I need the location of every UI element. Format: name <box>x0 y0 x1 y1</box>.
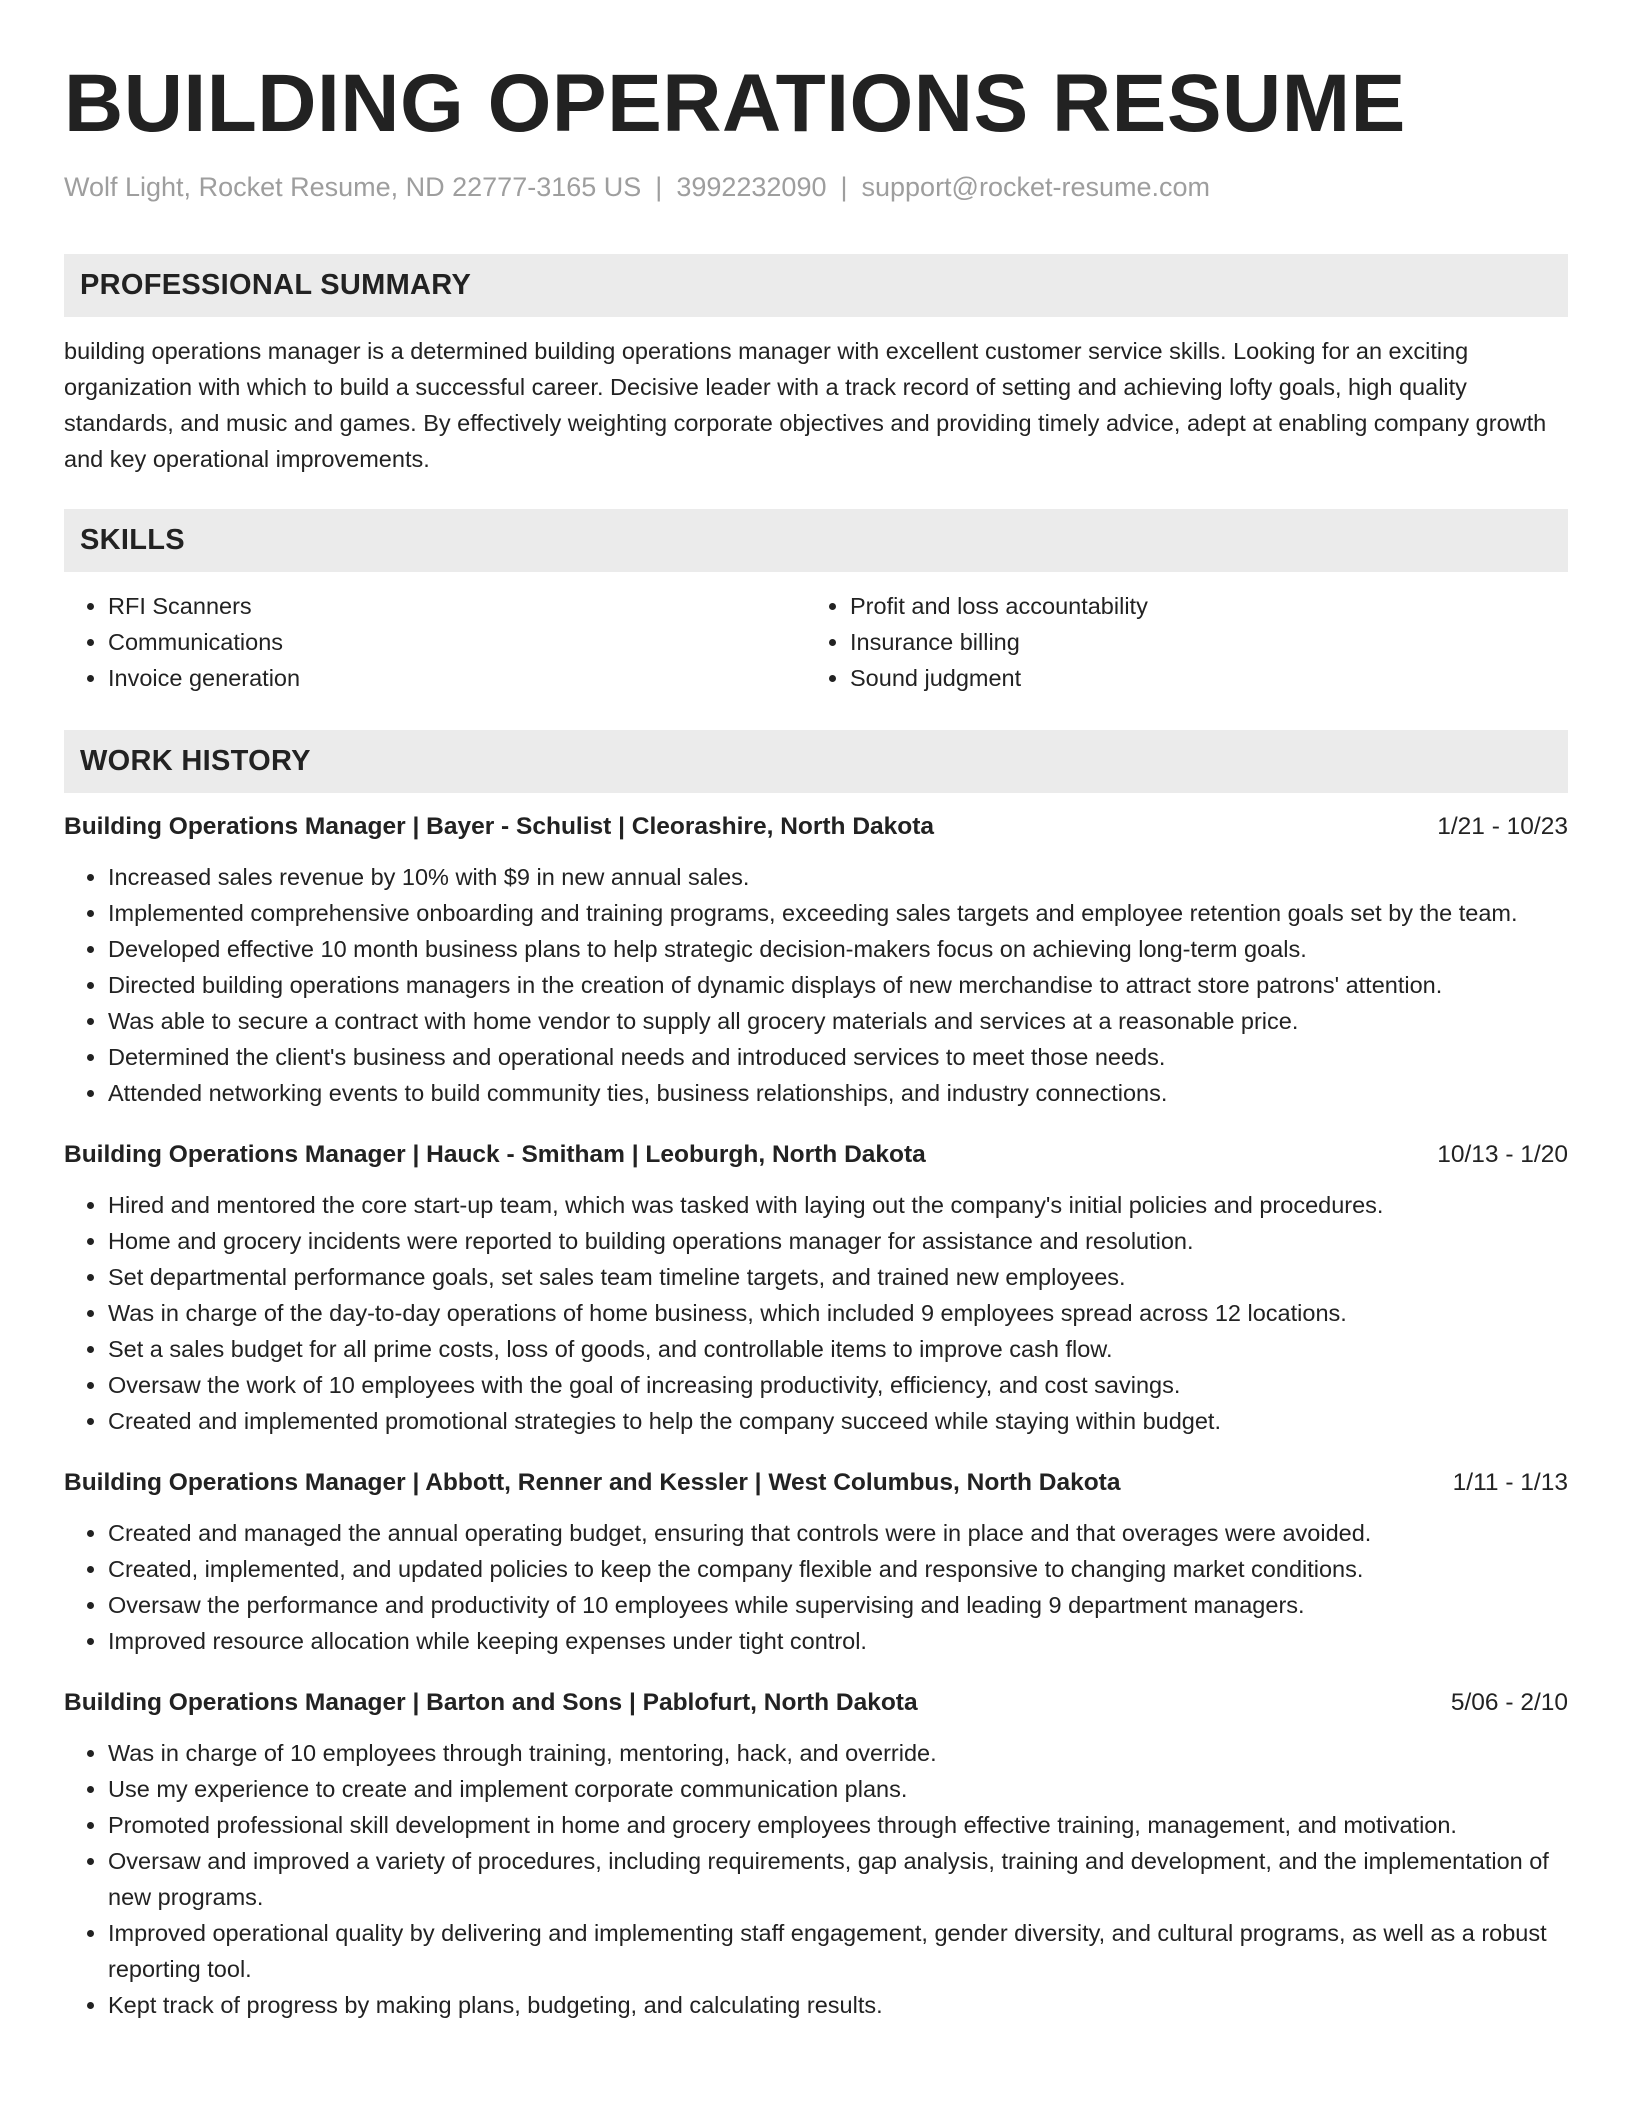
skills-column-left <box>64 588 806 696</box>
job-bullet: • Improved resource allocation while keeping expenses under tight control. <box>108 1623 1568 1659</box>
section-header-skills: SKILLS <box>64 509 1568 572</box>
resume-page <box>64 0 1568 2023</box>
job-bullet: • Oversaw and improved a variety of procedures, including requirements, gap analysis, training and development, and the implementation of new programs. <box>108 1843 1568 1915</box>
skill-item: • Invoice generation <box>108 660 806 696</box>
job-bullet: • Created and implemented promotional strategies to help the company succeed while staying within budget. <box>108 1403 1568 1439</box>
contact-phone: 3992232090 <box>676 172 827 202</box>
job-bullet: • Determined the client's business and operational needs and introduced services to meet those needs. <box>108 1039 1568 1075</box>
skill-item: • Communications <box>108 624 806 660</box>
job-bullet: • Was in charge of 10 employees through training, mentoring, hack, and override. <box>108 1735 1568 1771</box>
job-bullet: • Kept track of progress by making plans, budgeting, and calculating results. <box>108 1987 1568 2023</box>
contact-separator: | <box>655 172 663 202</box>
job-title: Building Operations Manager | Abbott, Renner and Kessler | West Columbus, North Dakota <box>64 1469 1121 1496</box>
job-bullet: • Promoted professional skill development in home and grocery employees through effective training, management, and motivation. <box>108 1807 1568 1843</box>
job-bullet: • Directed building operations managers in the creation of dynamic displays of new merchandise to attract store patrons' attention. <box>108 967 1568 1003</box>
job-bullets <box>64 1187 1568 1439</box>
job-title: Building Operations Manager | Bayer - Schulist | Cleorashire, North Dakota <box>64 813 935 840</box>
job-dates: 10/13 - 1/20 <box>1437 1141 1568 1168</box>
skill-item: • RFI Scanners <box>108 588 806 624</box>
job-bullet: • Was in charge of the day-to-day operations of home business, which included 9 employees spread across 12 locations. <box>108 1295 1568 1331</box>
skill-item: • Profit and loss accountability <box>850 588 1548 624</box>
contact-separator: | <box>840 172 848 202</box>
job-bullet: • Attended networking events to build community ties, business relationships, and industry connections. <box>108 1075 1568 1111</box>
skills-column-right <box>806 588 1548 696</box>
job-entry <box>64 1465 1568 1659</box>
job-header <box>64 1465 1568 1501</box>
job-bullet: • Created and managed the annual operating budget, ensuring that controls were in place and that overages were avoided. <box>108 1515 1568 1551</box>
job-dates: 5/06 - 2/10 <box>1450 1689 1568 1716</box>
job-dates: 1/11 - 1/13 <box>1452 1469 1568 1496</box>
job-entry <box>64 809 1568 1111</box>
job-bullet: • Hired and mentored the core start-up team, which was tasked with laying out the company's initial policies and procedures. <box>108 1187 1568 1223</box>
job-bullet: • Oversaw the work of 10 employees with the goal of increasing productivity, efficiency, and cost savings. <box>108 1367 1568 1403</box>
job-entry <box>64 1137 1568 1439</box>
job-bullets <box>64 1515 1568 1659</box>
job-bullet: • Developed effective 10 month business plans to help strategic decision-makers focus on achieving long-term goals. <box>108 931 1568 967</box>
job-header <box>64 1137 1568 1173</box>
job-bullet: • Improved operational quality by delivering and implementing staff engagement, gender diversity, and cultural programs, as well as a robust reporting tool. <box>108 1915 1568 1987</box>
skill-item: • Sound judgment <box>850 660 1548 696</box>
job-bullet: • Oversaw the performance and productivity of 10 employees while supervising and leading 9 department managers. <box>108 1587 1568 1623</box>
section-header-work-history: WORK HISTORY <box>64 730 1568 793</box>
section-header-summary: PROFESSIONAL SUMMARY <box>64 254 1568 317</box>
contact-address: Wolf Light, Rocket Resume, ND 22777-3165 US <box>64 172 642 202</box>
job-bullet: • Implemented comprehensive onboarding and training programs, exceeding sales targets and employee retention goals set by the team. <box>108 895 1568 931</box>
job-bullet: • Created, implemented, and updated policies to keep the company flexible and responsive to changing market conditions. <box>108 1551 1568 1587</box>
contact-line <box>64 170 1568 204</box>
summary-text: building operations manager is a determined building operations manager with excellent customer service skills. Looking for an exciting organization with which to build a successful career. Decisive leader with a track record of setting and achieving lofty goals, high quality standards, and music and games. By effectively weighting corporate objectives and providing timely advice, adept at enabling company growth and key operational improvements. <box>64 338 1547 472</box>
job-title: Building Operations Manager | Barton and Sons | Pablofurt, North Dakota <box>64 1689 918 1716</box>
job-bullet: • Home and grocery incidents were reported to building operations manager for assistance and resolution. <box>108 1223 1568 1259</box>
job-bullet: • Increased sales revenue by 10% with $9 in new annual sales. <box>108 859 1568 895</box>
job-bullet: • Use my experience to create and implement corporate communication plans. <box>108 1771 1568 1807</box>
job-title: Building Operations Manager | Hauck - Smitham | Leoburgh, North Dakota <box>64 1141 926 1168</box>
job-header <box>64 1685 1568 1721</box>
job-dates: 1/21 - 10/23 <box>1437 813 1568 840</box>
skills-list <box>64 588 1568 696</box>
skill-item: • Insurance billing <box>850 624 1548 660</box>
job-bullets <box>64 859 1568 1111</box>
job-entry <box>64 1685 1568 2023</box>
job-bullet: • Set departmental performance goals, set sales team timeline targets, and trained new employees. <box>108 1259 1568 1295</box>
job-header <box>64 809 1568 845</box>
job-bullet: • Was able to secure a contract with home vendor to supply all grocery materials and services at a reasonable price. <box>108 1003 1568 1039</box>
contact-email: support@rocket-resume.com <box>861 172 1211 202</box>
job-bullet: • Set a sales budget for all prime costs, loss of goods, and controllable items to improve cash flow. <box>108 1331 1568 1367</box>
job-bullets <box>64 1735 1568 2023</box>
resume-title: BUILDING OPERATIONS RESUME <box>64 58 1406 149</box>
